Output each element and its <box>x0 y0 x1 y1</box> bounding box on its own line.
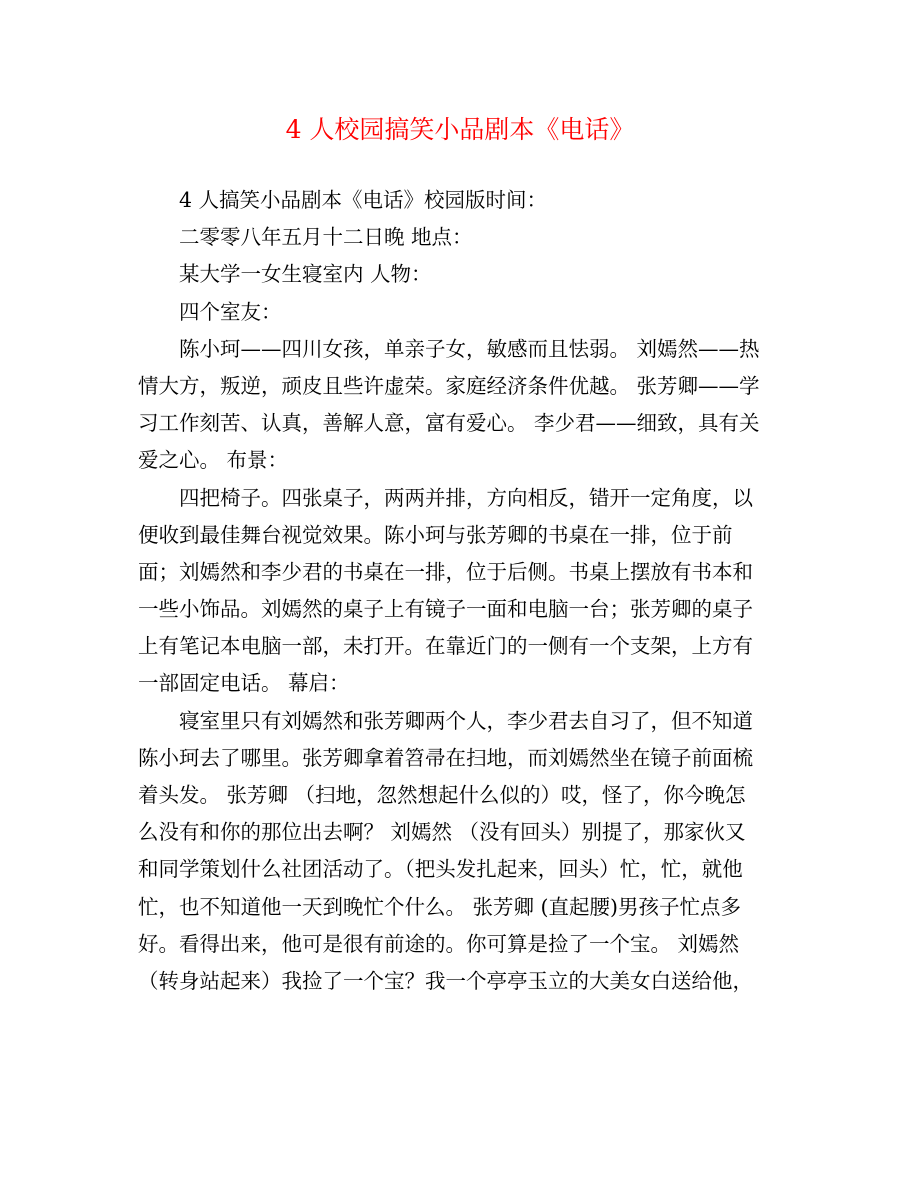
body-line: 爱之心。 布景： <box>138 448 289 473</box>
body-line: 四把椅子。四张桌子，两两并排，方向相反，错开一定角度，以 <box>179 485 753 510</box>
body-line: 上有笔记本电脑一部，未打开。在靠近门的一侧有一个支架，上方有 <box>138 634 753 659</box>
body-line: 四个室友： <box>179 299 282 324</box>
body-line: 和同学策划什么社团活动了。（把头发扎起来，回头）忙，忙，就他 <box>138 857 743 882</box>
body-line: 便收到最佳舞台视觉效果。陈小珂与张芳卿的书桌在一排，位于前 <box>138 522 733 547</box>
body-line: 面；刘嫣然和李少君的书桌在一排，位于后侧。书桌上摆放有书本和 <box>138 559 753 584</box>
body-line: 陈小珂——四川女孩，单亲子女，敏感而且怯弱。 刘嫣然——热 <box>179 336 760 361</box>
body-line: 一些小饰品。刘嫣然的桌子上有镜子一面和电脑一台；张芳卿的桌子 <box>138 597 753 622</box>
body-line: 习工作刻苦、认真，善解人意，富有爱心。 李少君——细致，具有关 <box>138 411 760 436</box>
body-line: 某大学一女生寝室内 人物： <box>179 262 432 287</box>
body-line: 4 人搞笑小品剧本《电话》校园版时间： <box>179 188 548 212</box>
body-line: 着头发。 张芳卿 （扫地，忽然想起什么似的）哎，怪了，你今晚怎 <box>138 783 746 807</box>
body-line: 陈小珂去了哪里。张芳卿拿着笤帚在扫地，而刘嫣然坐在镜子前面梳 <box>138 745 753 770</box>
body-line: 寝室里只有刘嫣然和张芳卿两个人，李少君去自习了，但不知道 <box>179 708 753 733</box>
body-line: 好。看得出来，他可是很有前途的。你可算是捡了一个宝。 刘嫣然 <box>138 931 740 956</box>
document-body <box>138 182 783 1000</box>
body-line: 么没有和你的那位出去啊？ 刘嫣然 （没有回头）别提了，那家伙又 <box>138 820 746 845</box>
body-line: 情大方，叛逆，顽皮且些许虚荣。家庭经济条件优越。 张芳卿——学 <box>138 373 760 398</box>
body-line: 一部固定电话。 幕启： <box>138 671 350 696</box>
document-title: 4 人校园搞笑小品剧本《电话》 <box>285 115 635 144</box>
body-line: （转身站起来）我捡了一个宝？我一个亭亭玉立的大美女白送给他， <box>138 968 753 993</box>
body-line: 二零零八年五月十二日晚 地点： <box>179 225 473 250</box>
body-line: 忙，也不知道他一天到晚忙个什么。 张芳卿 (直起腰)男孩子忙点多 <box>138 894 742 919</box>
